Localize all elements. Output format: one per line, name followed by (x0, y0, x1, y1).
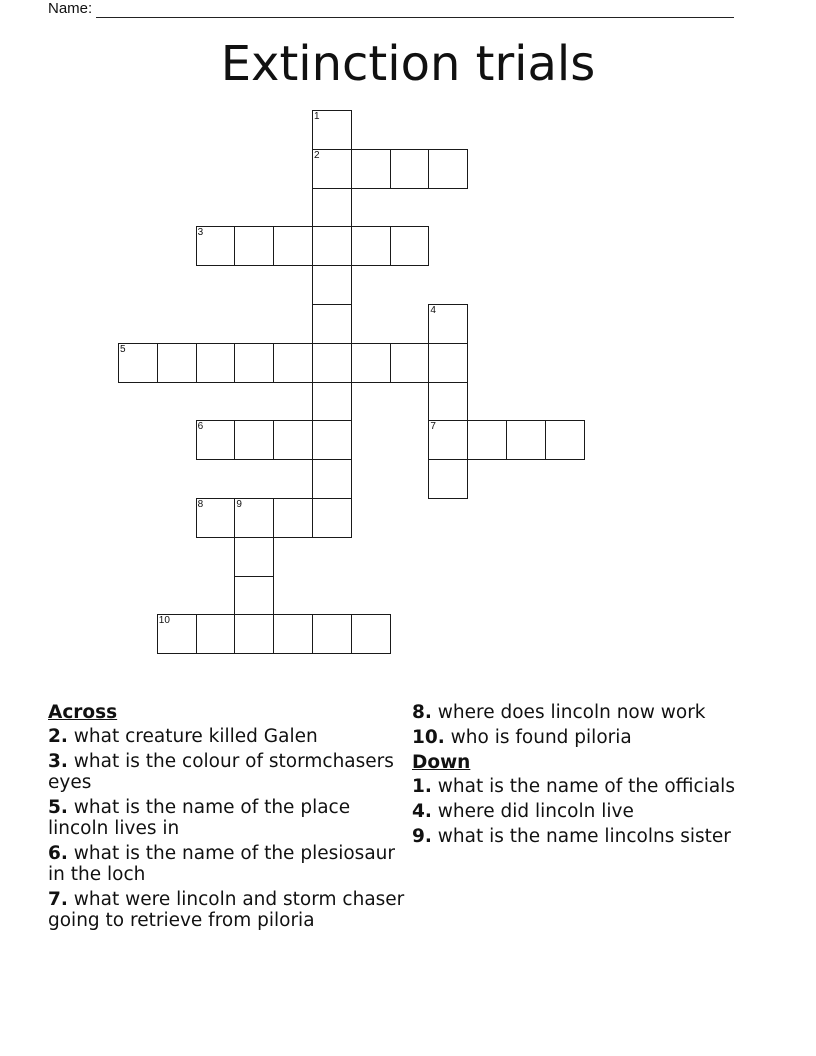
name-label: Name: (48, 0, 93, 17)
grid-cell[interactable] (312, 188, 352, 228)
grid-cell[interactable] (312, 149, 352, 189)
grid-cell[interactable] (428, 304, 468, 344)
grid-cell[interactable] (506, 420, 546, 460)
grid-cell[interactable] (196, 343, 236, 383)
grid-cell[interactable] (196, 420, 236, 460)
clues-column-right (412, 702, 772, 851)
across-heading: Across (48, 702, 118, 723)
grid-cell[interactable] (273, 343, 313, 383)
clue-down-1: 1. what is the name of the officials (412, 776, 735, 797)
grid-cell[interactable] (545, 420, 585, 460)
grid-cell[interactable] (273, 614, 313, 654)
grid-cell[interactable] (312, 110, 352, 150)
grid-cell[interactable] (234, 226, 274, 266)
grid-cell[interactable] (428, 343, 468, 383)
grid-cell[interactable] (390, 149, 430, 189)
grid-cell[interactable] (157, 343, 197, 383)
clue-across-6: 6. what is the name of the plesiosaur in the loch (48, 843, 395, 885)
grid-cell[interactable] (351, 614, 391, 654)
grid-cell[interactable] (234, 498, 274, 538)
grid-cell[interactable] (157, 614, 197, 654)
cell-number: 6 (197, 421, 204, 433)
clue-down-4: 4. where did lincoln live (412, 801, 634, 822)
cell-number: 8 (197, 499, 204, 510)
grid-cell[interactable] (428, 382, 468, 422)
grid-cell[interactable] (428, 149, 468, 189)
down-heading: Down (412, 752, 471, 773)
grid-cell[interactable] (273, 498, 313, 538)
cell-number: 2 (314, 149, 320, 161)
grid-cell[interactable] (390, 343, 430, 383)
grid-cell[interactable] (234, 537, 274, 577)
grid-cell[interactable] (351, 226, 391, 266)
grid-cell[interactable] (351, 343, 391, 383)
cell-number: 10 (158, 615, 170, 627)
grid-cell[interactable] (312, 459, 352, 499)
grid-cell[interactable] (312, 304, 352, 344)
clue-across-8: 8. where does lincoln now work (412, 702, 706, 723)
grid-cell[interactable] (312, 343, 352, 383)
cell-number: 4 (430, 305, 436, 316)
grid-cell[interactable] (273, 226, 313, 266)
grid-cell[interactable] (312, 498, 352, 538)
grid-cell[interactable] (196, 498, 236, 538)
grid-cell[interactable] (273, 420, 313, 460)
clue-across-7: 7. what were lincoln and storm chaser going to retrieve from piloria (48, 889, 405, 931)
cell-number: 7 (430, 421, 436, 433)
clues-column-left (48, 702, 408, 935)
grid-cell[interactable] (428, 459, 468, 499)
clue-across-10: 10. who is found piloria (412, 727, 632, 748)
grid-cell[interactable] (351, 149, 391, 189)
clue-down-9: 9. what is the name lincolns sister (412, 826, 731, 847)
grid-cell[interactable] (312, 420, 352, 460)
grid-cell[interactable] (196, 614, 236, 654)
grid-cell[interactable] (312, 265, 352, 305)
clue-across-2: 2. what creature killed Galen (48, 726, 318, 747)
clue-across-5: 5. what is the name of the place lincoln lives in (48, 797, 351, 839)
grid-cell[interactable] (428, 420, 468, 460)
grid-cell[interactable] (312, 614, 352, 654)
grid-cell[interactable] (196, 226, 236, 266)
clue-across-3: 3. what is the colour of stormchasers eyes (48, 751, 394, 793)
cell-number: 1 (314, 111, 320, 122)
cell-number: 9 (236, 499, 242, 510)
grid-cell[interactable] (312, 382, 352, 422)
page-title: Extinction trials (220, 36, 596, 92)
grid-cell[interactable] (390, 226, 430, 266)
grid-cell[interactable] (234, 343, 274, 383)
grid-cell[interactable] (312, 226, 352, 266)
grid-cell[interactable] (234, 614, 274, 654)
cell-number: 3 (197, 227, 204, 239)
grid-cell[interactable] (118, 343, 158, 383)
cell-number: 5 (120, 343, 126, 355)
grid-cell[interactable] (234, 576, 274, 616)
grid-cell[interactable] (467, 420, 507, 460)
grid-cell[interactable] (234, 420, 274, 460)
